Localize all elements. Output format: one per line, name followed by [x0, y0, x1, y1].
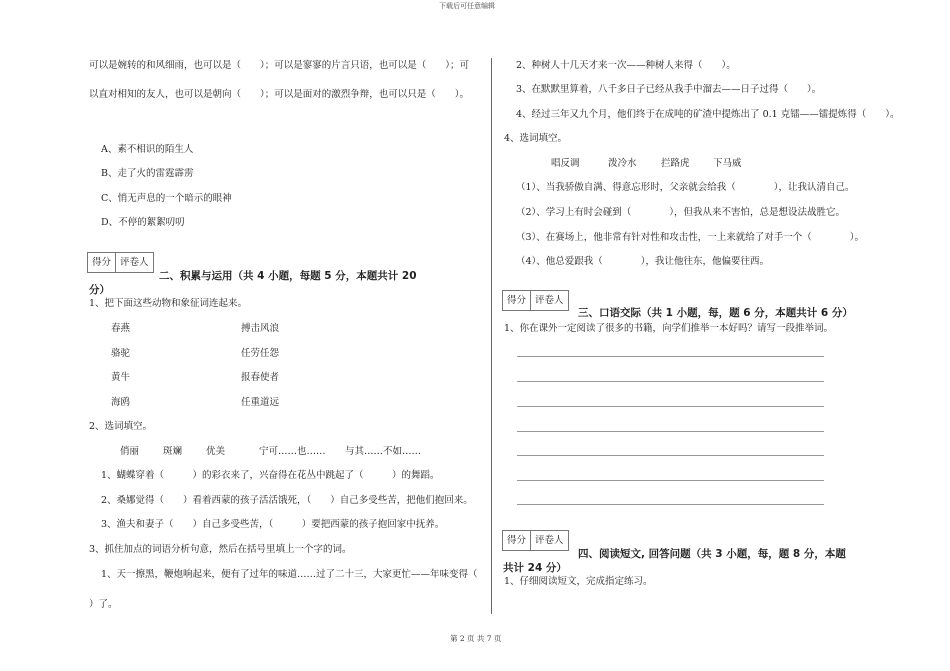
question-1: 1、把下面这些动物和象征词连起来。: [89, 298, 248, 309]
q3-item-2: 2、种树人十几天才来一次——种树人来得（ ）。: [516, 60, 736, 71]
symbol-item: 报春使者: [241, 372, 280, 383]
answer-line[interactable]: [517, 480, 824, 481]
section4-title-cont: 共计 24 分）: [503, 562, 567, 574]
answer-line[interactable]: [517, 431, 824, 432]
score-label: 得分: [507, 295, 527, 306]
q4-item-4: （4）、他总爱跟我（ ），我让他往东，他偏要往西。: [516, 256, 770, 267]
header-note: 下载后可任意编辑: [439, 2, 495, 10]
animal-item: 海鸥: [111, 397, 131, 408]
animal-item: 黄牛: [111, 372, 131, 383]
q4-item-2: （2）、学习上有时会碰到（ ），但我从来不害怕，总是想设法战胜它。: [516, 207, 846, 218]
passage-line-1: 可以是婉转的和风细雨，也可以是（ ）；可以是寥寥的片言只语，也可以是（ ）；可: [89, 60, 470, 71]
word-option: 俏丽: [120, 446, 140, 457]
question-4: 4、选词填空。: [504, 133, 568, 144]
passage-line-2: 以直对相知的友人，也可以是朝向（ ）；可以是面对的激烈争辩，也可以只是（ ）。: [89, 89, 470, 100]
q3-item-1-line1: 1、天一擦黑，鞭炮响起来，便有了过年的味道……过了二十三，大家更忙——年味变得（: [101, 569, 478, 580]
grader-label: 评卷人: [115, 253, 153, 272]
animal-item: 骆驼: [111, 348, 131, 359]
q3-item-1-line2: ）了。: [89, 599, 118, 610]
section3-question-1: 1、你在课外一定阅读了很多的书籍，向学们推举一本好吗？请写一段推举词。: [504, 323, 834, 334]
option-d: D、不停的絮絮叨叨: [101, 217, 185, 228]
answer-line[interactable]: [517, 455, 824, 456]
score-label: 得分: [92, 257, 112, 268]
score-box-section4: [502, 530, 569, 551]
option-c: C、悄无声息的一个暗示的眼神: [101, 193, 232, 204]
option-a: A、素不相识的陌生人: [101, 144, 194, 155]
score-box-section3: [502, 290, 569, 311]
word-option: 下马威: [713, 158, 742, 169]
word-option: 拦路虎: [661, 158, 690, 169]
section2-title: 二、积累与运用（共 4 小题，每题 5 分，本题共计 20: [159, 270, 417, 282]
answer-line[interactable]: [517, 406, 824, 407]
word-option: 斑斓: [163, 446, 183, 457]
grader-label: 评卷人: [530, 531, 568, 550]
animal-item: 春燕: [111, 323, 131, 334]
option-b: B、走了火的雷霆霹雳: [101, 168, 194, 179]
q3-item-4: 4、经过三年又九个月，他们终于在成吨的矿渣中提炼出了 0.1 克镭——镭提炼得（ ）。: [516, 109, 900, 120]
q4-item-1: （1）、当我骄傲自满、得意忘形时，父亲就会给我（ ），让我认清自己。: [516, 182, 855, 193]
section4-question-1: 1、仔细阅读短文，完成指定练习。: [504, 576, 653, 587]
score-label: 得分: [507, 535, 527, 546]
q3-item-3: 3、在默默里算着，八千多日子已经从我手中溜去——日子过得（ ）。: [516, 84, 822, 95]
answer-line[interactable]: [517, 356, 824, 357]
symbol-item: 搏击风浪: [241, 323, 280, 334]
word-option: 唱反调: [551, 158, 580, 169]
answer-line[interactable]: [517, 381, 824, 382]
column-divider: [491, 58, 492, 614]
answer-line[interactable]: [517, 504, 824, 505]
word-option: 优美: [206, 446, 226, 457]
question-3: 3、抓住加点的词语分析句意，然后在括号里填上一个字的词。: [89, 544, 352, 555]
score-box-section2: [87, 252, 154, 273]
question-2: 2、选词填空。: [89, 421, 153, 432]
word-option: 宁可……也……: [259, 446, 326, 457]
word-option: 与其……不如……: [345, 446, 422, 457]
grader-label: 评卷人: [530, 291, 568, 310]
q4-item-3: （3）、在赛场上，他非常有针对性和攻击性，一上来就给了对手一个（ ）。: [516, 232, 865, 243]
page-footer: 第 2 页 共 7 页: [450, 634, 502, 643]
section4-title: 四、阅读短文, 回答问题（共 3 小题，每，题 8 分，本题: [578, 548, 846, 560]
word-option: 泼冷水: [608, 158, 637, 169]
q2-item-1: 1、蝴蝶穿着（ ）的彩衣来了，兴奋得在花丛中跳起了（ ）的舞蹈。: [101, 470, 440, 481]
section2-title-cont: 分）: [89, 284, 110, 296]
symbol-item: 任重道远: [241, 397, 280, 408]
q2-item-2: 2、桑娜觉得（ ）看着西蒙的孩子活活饿死，（ ）自己多受些苦，把他们抱回来。: [101, 495, 473, 506]
symbol-item: 任劳任怨: [241, 348, 280, 359]
q2-item-3: 3、渔夫和妻子（ ）自己多受些苦，（ ）要把西蒙的孩子抱回家中抚养。: [101, 519, 445, 530]
section3-title: 三、口语交际（共 1 小题，每，题 6 分，本题共计 6 分）: [578, 307, 853, 319]
